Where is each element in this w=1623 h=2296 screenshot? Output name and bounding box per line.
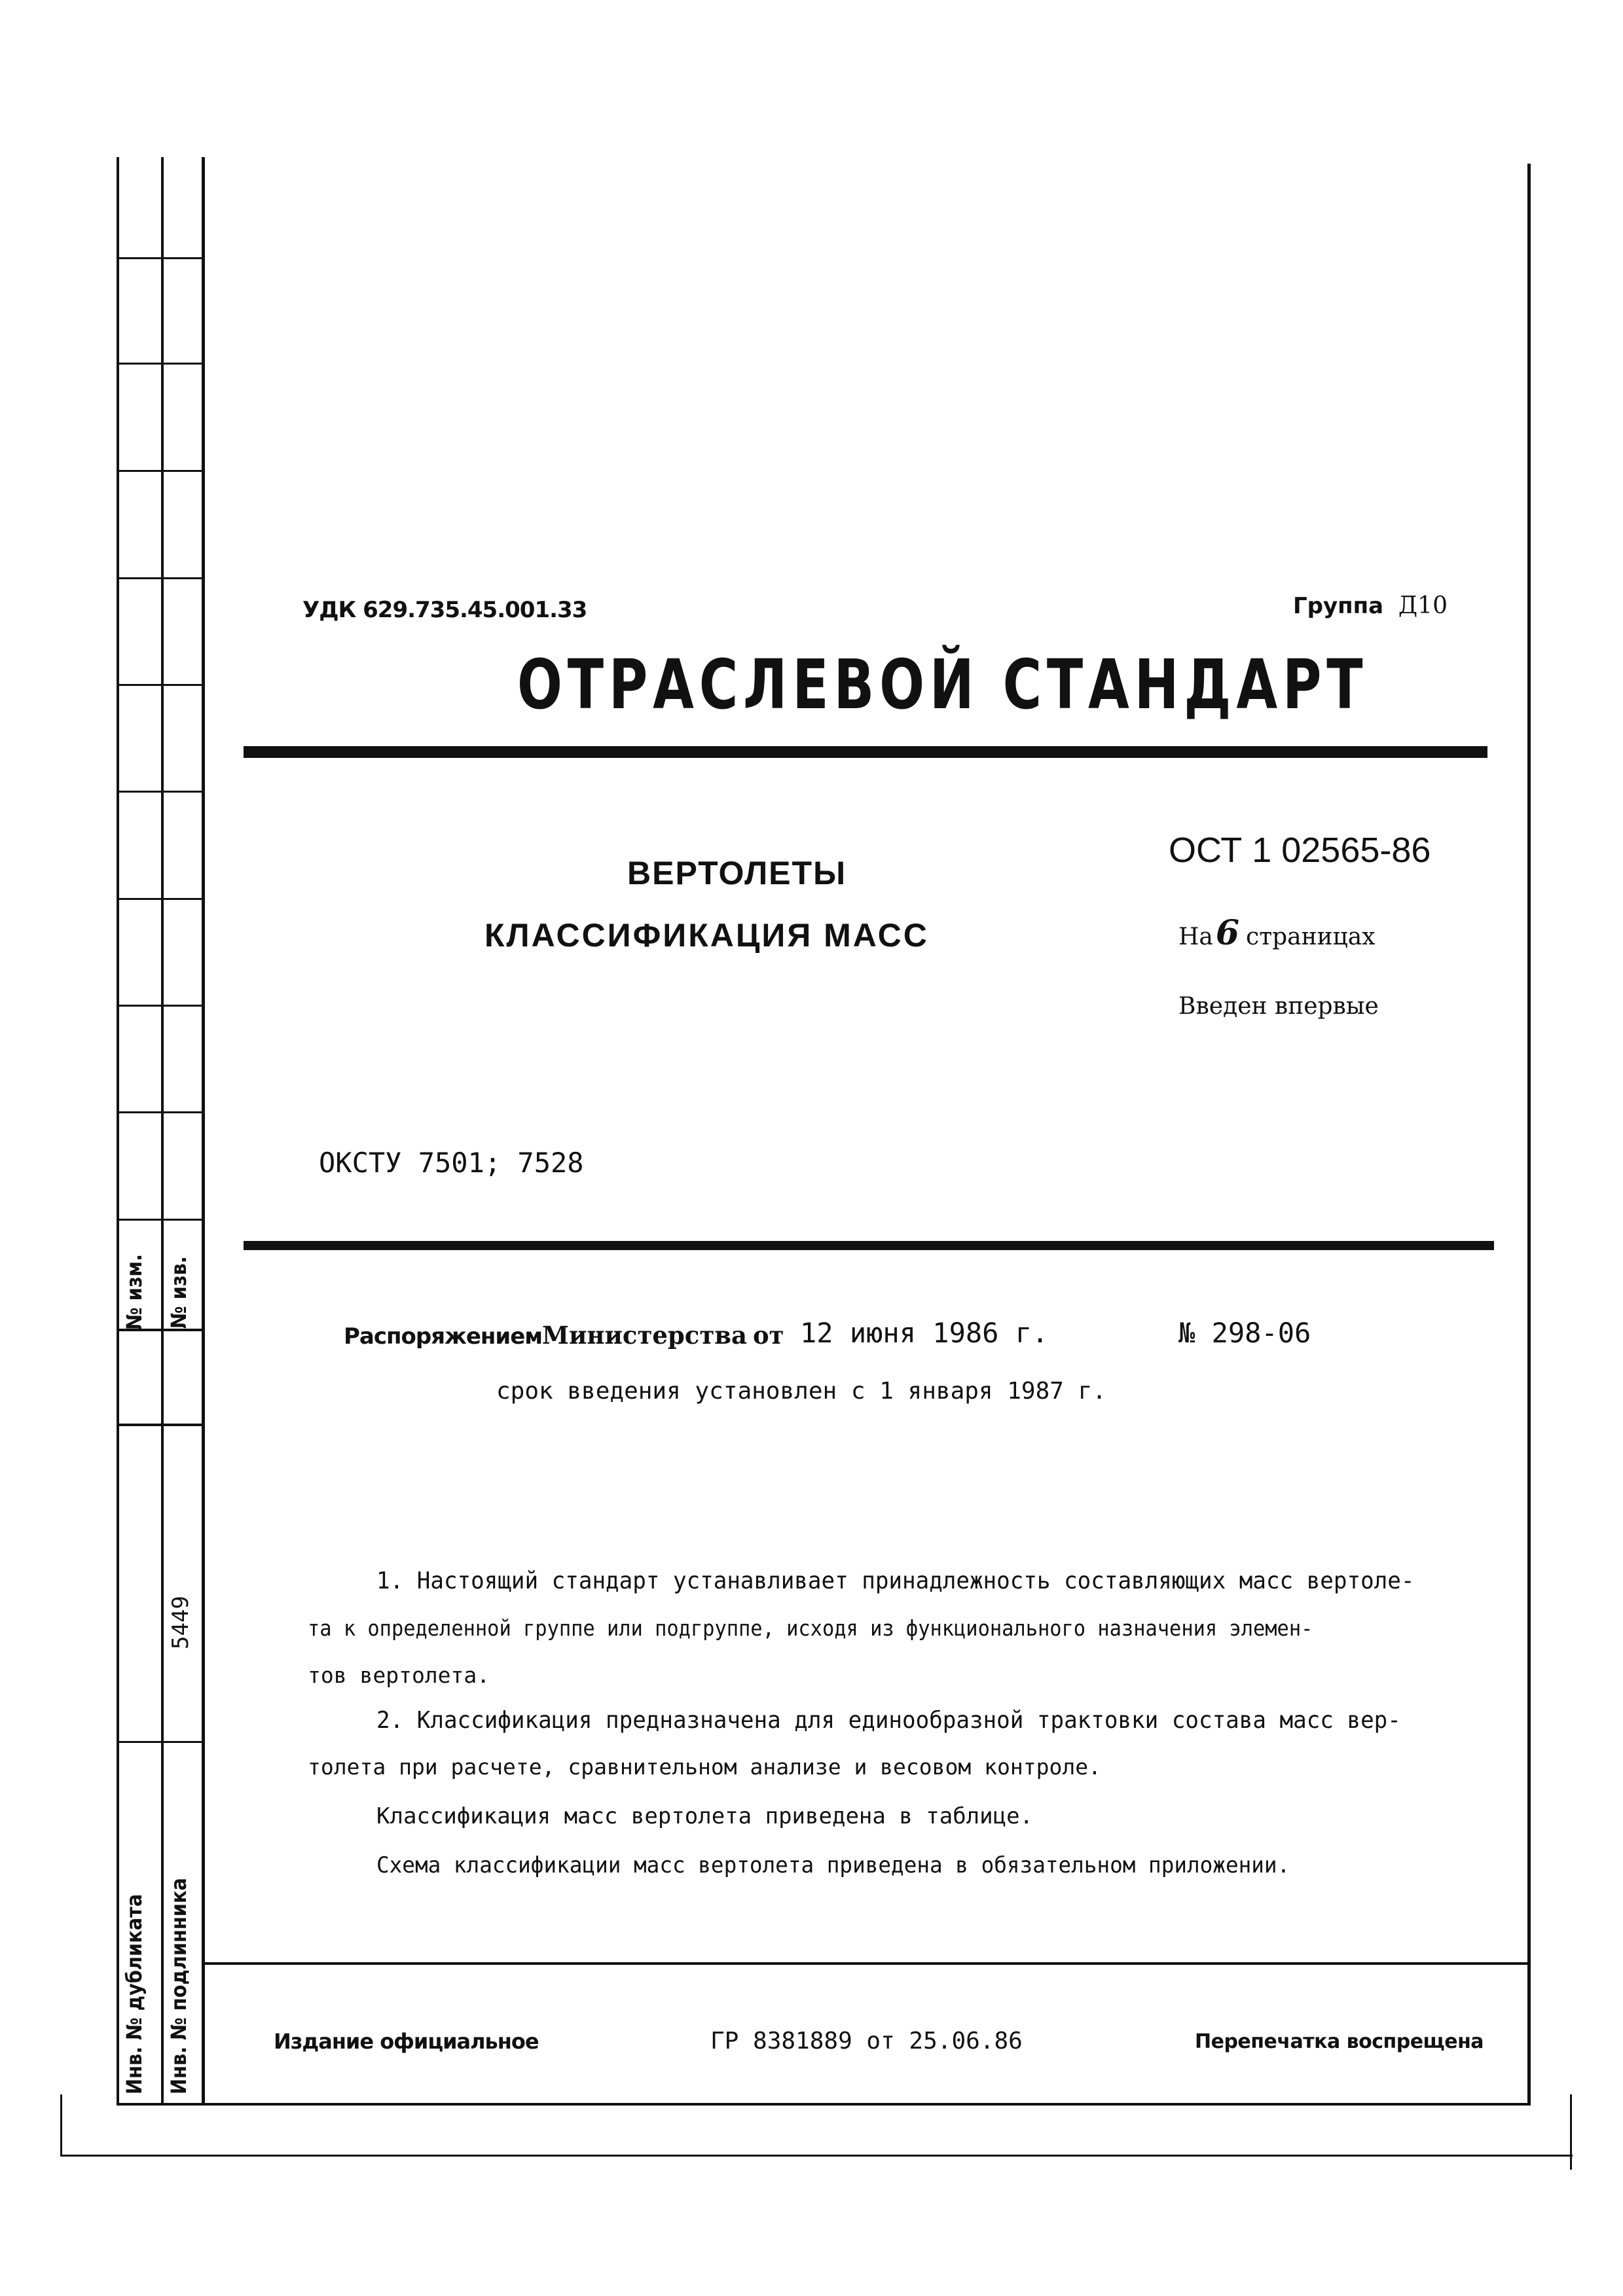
- page-title: ОТРАСЛЕВОЙ СТАНДАРТ: [517, 645, 1368, 725]
- margin-cell-line: [117, 684, 203, 686]
- margin-cell-line: [117, 898, 203, 900]
- order-word-1: Распоряжением: [344, 1323, 543, 1350]
- margin-cell-line: [117, 470, 203, 472]
- margin-line-middle: [161, 157, 164, 2104]
- order-number: № 298-06: [1178, 1317, 1311, 1349]
- margin-izv-label: № изв.: [166, 1256, 191, 1329]
- outer-right-line: [1570, 2094, 1572, 2170]
- introduced-note: Введен впервые: [1178, 993, 1379, 1020]
- frame-bottom: [117, 2103, 1531, 2106]
- standard-code: ОСТ 1 02565-86: [1169, 831, 1431, 870]
- paragraph-1-line-2: та к определенной группе или подгруппе, исходя из функционального назначения элемен-: [308, 1615, 1313, 1641]
- reprint-note: Перепечатка воспрещена: [1195, 2030, 1484, 2053]
- subject-line-1: ВЕРТОЛЕТЫ: [627, 855, 847, 891]
- margin-inv-dup-label: Инв. № дубликата: [122, 1893, 147, 2094]
- outer-bottom-line: [60, 2155, 1573, 2157]
- frame-left: [202, 157, 205, 2104]
- order-word-2: Министерства: [542, 1321, 747, 1350]
- group-label: [1293, 592, 1448, 619]
- registration-number: ГР 8381889 от 25.06.86: [710, 2028, 1023, 2054]
- order-date: 12 июня 1986 г.: [800, 1317, 1049, 1349]
- paragraph-4: Схема классификации масс вертолета приведена в обязательном приложении.: [376, 1852, 1290, 1878]
- mid-rule: [244, 1241, 1494, 1250]
- footer-rule: [202, 1962, 1531, 1965]
- margin-inv-number: 5449: [168, 1596, 194, 1649]
- margin-cell-line: [117, 1219, 203, 1221]
- oksty-code: ОКСТУ 7501; 7528: [319, 1147, 584, 1179]
- paragraph-2-line-2: толета при расчете, сравнительном анализе и весовом контроле.: [308, 1754, 1101, 1780]
- group-value: Д10: [1398, 592, 1448, 619]
- outer-left-line: [60, 2094, 62, 2157]
- pages-suffix: страницах: [1246, 924, 1376, 950]
- paragraph-1-line-1: 1. Настоящий стандарт устанавливает принадлежность составляющих масс вертоле-: [376, 1568, 1415, 1594]
- margin-line-outer: [117, 157, 119, 2104]
- subject-line-2: КЛАССИФИКАЦИЯ МАСС: [484, 917, 929, 954]
- frame-right: [1527, 164, 1531, 2104]
- order-word-3: от: [753, 1321, 784, 1350]
- margin-cell-line: [117, 791, 203, 793]
- pages-count: 6: [1215, 913, 1240, 953]
- paragraph-3: Классификация масс вертолета приведена в таблице.: [376, 1803, 1034, 1829]
- margin-izm-label: № изм.: [122, 1253, 147, 1330]
- udk-label: УДК 629.735.45.001.33: [302, 597, 587, 623]
- margin-cell-line: [117, 363, 203, 365]
- margin-cell-line: [117, 577, 203, 579]
- pages-prefix: На: [1178, 924, 1213, 950]
- order-term: срок введения установлен с 1 января 1987 г.: [496, 1378, 1106, 1405]
- paragraph-1-line-3: тов вертолета.: [308, 1662, 490, 1688]
- margin-cell-line: [117, 257, 203, 259]
- edition-note: Издание официальное: [274, 2029, 539, 2054]
- margin-inv-orig-label: Инв. № подлинника: [166, 1878, 191, 2094]
- paragraph-2-line-1: 2. Классификация предназначена для единообразной трактовки состава масс вер-: [376, 1707, 1401, 1734]
- margin-cell-line: [117, 1424, 203, 1426]
- title-rule: [244, 746, 1487, 758]
- margin-cell-line: [117, 1741, 203, 1743]
- margin-cell-line: [117, 1005, 203, 1007]
- group-label-text: Группа: [1293, 593, 1384, 619]
- pages-info: [1178, 913, 1376, 953]
- margin-cell-line: [117, 1111, 203, 1113]
